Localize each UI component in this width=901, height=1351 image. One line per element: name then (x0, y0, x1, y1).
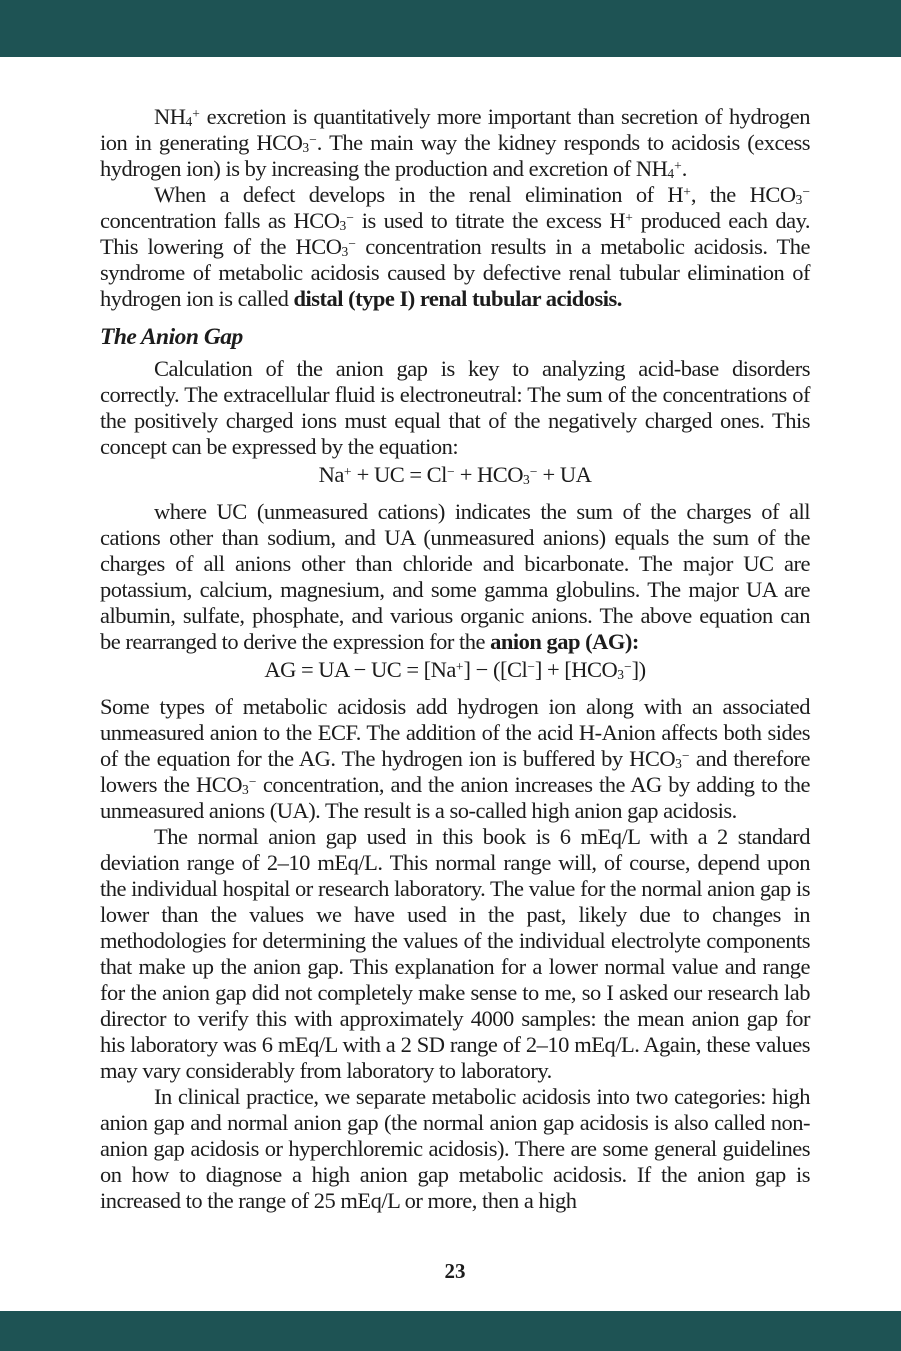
paragraph-unmeasured-ions: where UC (unmeasured cations) indicates the sum of the charges of all cations other than sodium, and UA (unmeasured anions) equals the sum of the charges of all anions other than chloride and bicarbonate. The major UC are potassium, calcium, magnesium, and some gamma globulins. The major UA are albumin, sulfate, phosphate, and various organic anions. The above equation can be rearranged to derive the expression for the anion gap (AG): (100, 499, 810, 654)
paragraph-anion-gap-calculation: Calculation of the anion gap is key to analyzing acid-base disorders correctly. The extracellular fluid is electroneutral: The sum of the concentrations of the positively charged ions must equal that of the negatively charged ones. This concept can be expressed by the equation: (100, 356, 810, 459)
equation-electroneutrality: Na+ + UC = $Cl^- + HCO_3^-$ + UA (318, 462, 592, 487)
equation-anion-gap: AG = UA − UC = $[Na^+] - ([Cl^-] + [HCO_3^-])$ (264, 657, 646, 682)
paragraph-high-anion-gap: Some types of metabolic acidosis add hydrogen ion along with an associated unmeasured anion to the ECF. The addition of the acid H-Anion affects both sides of the equation for the AG. The hydrogen ion is buffered by $HCO_3^-$ and therefore lowers the $HCO_3^-$ concentration, and the anion increases the AG by adding to the unmeasured anions (UA). The result is a so-called high anion gap acidosis. (100, 694, 811, 823)
heading-the-anion-gap: The Anion Gap (100, 324, 243, 350)
page-body (100, 104, 810, 1214)
paragraph-normal-anion-gap: The normal anion gap used in this book is 6 mEq/L with a 2 standard deviation range of 2–10 mEq/L. This normal range will, of course, depend upon the individual hospital or research laboratory. The value for the normal anion gap is lower than the values we have used in the past, likely due to changes in methodologies for determining the values of the individual electrolyte components that make up the anion gap. This explanation for a lower normal value and range for the anion gap did not completely make sense to me, so I asked our research lab director to verify this with approximately 4000 samples: the mean anion gap for his laboratory was 6 mEq/L with a 2 SD range of 2–10 mEq/L. Again, these values may vary considerably from laboratory to laboratory. (100, 824, 810, 1083)
bottom-border-bar (0, 1311, 901, 1351)
page-number: 23 (444, 1259, 466, 1283)
paragraph-nh4-excretion: $NH_4^+$ excretion is quantitatively more important than secretion of hydrogen ion in generating $HCO_3^-$. The main way the kidney responds to acidosis (excess hydrogen ion) is by increasing the production and excretion of $NH_4^+$. (100, 104, 810, 181)
paragraph-renal-defect: When a defect develops in the renal elimination of H+, the $HCO_3^-$ concentration falls as $HCO_3^-$ is used to titrate the excess H+ produced each day. This lowering of the $HCO_3^-$ concentration results in a metabolic acidosis. The syndrome of metabolic acidosis caused by defective renal tubular elimination of hydrogen ion is called distal (type I) renal tubular acidosis. (100, 182, 811, 311)
paragraph-clinical-practice: In clinical practice, we separate metabolic acidosis into two categories: high anion gap and normal anion gap (the normal anion gap acidosis is also called non-anion gap acidosis or hyperchloremic acidosis). There are some general guidelines on how to diagnose a high anion gap metabolic acidosis. If the anion gap is increased to the range of 25 mEq/L or more, then a high (100, 1084, 810, 1213)
top-border-bar (0, 0, 901, 57)
